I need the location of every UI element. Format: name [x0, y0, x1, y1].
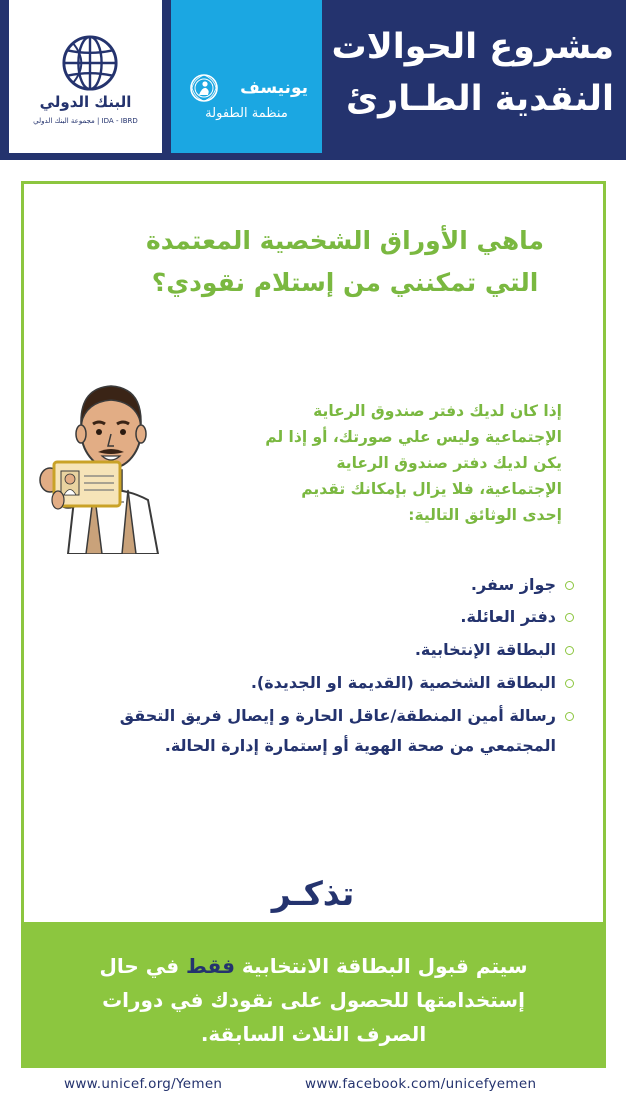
title-line-1: مشروع الحوالات — [331, 27, 614, 67]
document-item-label: جواز سفر. — [470, 575, 556, 594]
worldbank-name: البنك الدولي — [39, 93, 132, 111]
unicef-emblem-icon — [189, 73, 219, 103]
question-line-1: ماهي الأوراق الشخصية المعتمدة — [145, 226, 545, 255]
man-holding-id-card-illustration — [36, 372, 186, 554]
footer-facebook-link[interactable]: www.facebook.com/unicefyemen — [305, 1076, 537, 1092]
intro-line-5: إحدى الوثائق التالية: — [408, 506, 562, 524]
header-band — [0, 0, 626, 160]
remember-line-1-b: في حال — [99, 954, 187, 978]
document-item-label: دفتر العائلة. — [460, 607, 556, 626]
unicef-name: يونيسف — [240, 78, 308, 98]
unicef-logo-panel — [171, 0, 322, 153]
remember-line-2: إستخدامتها للحصول على نقودك في دورات — [102, 988, 525, 1012]
document-item-label: رسالة أمين المنطقة/عاقل الحارة و إيصال فريق التحقق — [119, 706, 556, 725]
remember-line-1-a: سيتم قبول البطاقة الانتخابية — [234, 954, 528, 978]
document-item-label: البطاقة الإنتخابية. — [414, 640, 556, 659]
document-item-label: البطاقة الشخصية (القديمة او الجديدة). — [250, 673, 556, 692]
document-item — [471, 574, 576, 596]
question-line-2: التي تمكنني من إستلام نقودي؟ — [151, 268, 539, 297]
intro-line-1: إذا كان لديك دفتر صندوق الرعاية — [313, 402, 562, 420]
intro-line-2: الإجتماعية وليس علي صورتك، أو إذا لم — [265, 428, 562, 446]
remember-line-3: الصرف الثلاث السابقة. — [200, 1022, 427, 1046]
remember-heading: تذكـر — [271, 874, 355, 913]
document-item-label: المجتمعي من صحة الهوية أو إستمارة إدارة الحالة. — [164, 736, 556, 755]
project-title — [331, 0, 626, 153]
intro-line-4: الإجتماعية، فلا يزال بإمكانك تقديم — [301, 480, 562, 498]
remember-line-1 — [21, 952, 606, 980]
title-line-2: النقدية الطـارئ — [346, 79, 614, 119]
remember-box — [21, 924, 606, 1068]
intro-line-3: يكن لديك دفتر صندوق الرعاية — [336, 454, 562, 472]
worldbank-logo-panel — [9, 0, 162, 153]
document-item — [120, 705, 576, 727]
document-item — [460, 606, 576, 628]
document-item — [415, 639, 576, 661]
document-item — [251, 672, 576, 694]
unicef-org-name: منظمة الطفولة — [205, 106, 288, 121]
document-item-continuation — [165, 735, 576, 757]
footer-website-link[interactable]: www.unicef.org/Yemen — [64, 1076, 223, 1092]
worldbank-subtitle: IDA - IBRD | مجموعة البنك الدولي — [33, 117, 138, 125]
remember-highlight: فقط — [186, 954, 235, 978]
worldbank-globe-icon — [61, 34, 119, 92]
